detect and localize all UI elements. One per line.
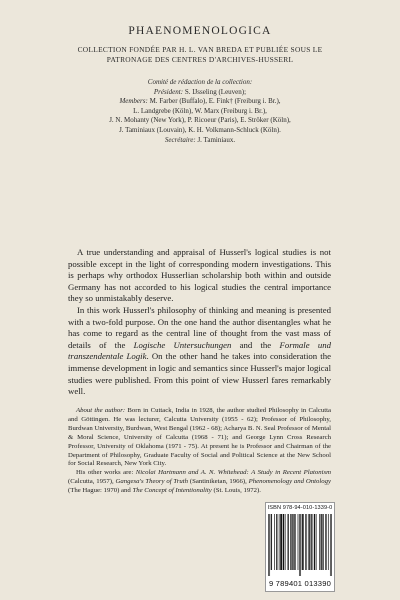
collection-statement bbox=[70, 45, 330, 64]
barcode-bar bbox=[308, 514, 309, 570]
isbn-text: ISBN 978-94-010-1339-0 bbox=[267, 505, 333, 511]
about-paragraph-2 bbox=[68, 469, 331, 496]
barcode-bar bbox=[271, 514, 272, 570]
barcode-bar bbox=[316, 514, 317, 570]
barcode-bar bbox=[288, 514, 289, 570]
barcode-bar bbox=[290, 514, 291, 570]
barcode-bar bbox=[314, 514, 315, 570]
committee-president bbox=[60, 88, 340, 98]
barcode-bar bbox=[309, 514, 310, 570]
president-label: Président: bbox=[153, 87, 184, 96]
barcode-bar bbox=[325, 514, 326, 570]
about-p2-text-a: His other works are: bbox=[76, 469, 136, 477]
book-blurb bbox=[68, 247, 331, 398]
series-title: PHAENOMENOLOGICA bbox=[128, 25, 272, 37]
barcode-bar bbox=[292, 514, 293, 570]
barcode-bar bbox=[326, 514, 327, 570]
barcode-bar bbox=[330, 514, 331, 576]
barcode-bar bbox=[328, 514, 329, 570]
barcode-bar bbox=[283, 514, 284, 570]
blurb-title-formale: Formale und transzendentale Logik bbox=[68, 339, 331, 362]
barcode-bar bbox=[294, 514, 295, 570]
work-title-gangesa: Gangesa's Theory of Truth bbox=[115, 478, 189, 486]
barcode-bar bbox=[269, 514, 270, 576]
barcode-bar bbox=[288, 514, 289, 570]
committee-heading: Comité de rédaction de la collection: bbox=[147, 78, 253, 86]
about-p2-text-d: (The Hague: 1970) and bbox=[68, 487, 133, 495]
barcode-bar bbox=[279, 514, 280, 570]
editorial-committee bbox=[60, 78, 340, 145]
barcode-bar bbox=[285, 514, 286, 570]
barcode-bar bbox=[274, 514, 275, 570]
barcode-bar bbox=[271, 514, 272, 570]
committee-members-3: J. N. Mohanty (New York), P. Ricoeur (Paris), E. Ströker (Köln), bbox=[109, 116, 291, 125]
barcode-bar bbox=[311, 514, 312, 570]
president-name: S. IJsseling (Leuven); bbox=[184, 87, 247, 96]
barcode-bar bbox=[310, 514, 311, 570]
barcode-bar bbox=[303, 514, 304, 570]
barcode-bar bbox=[281, 514, 282, 570]
about-p2-text-b: (Calcutta, 1957), bbox=[68, 478, 116, 486]
work-title-hartmann: Nicolai Hartmann and A. N. Whitehead: A Study in Recent Platonism bbox=[135, 469, 331, 477]
barcode-bar bbox=[298, 514, 299, 570]
barcode-bar bbox=[276, 514, 277, 570]
barcode-bar bbox=[312, 514, 313, 570]
barcode-bar bbox=[283, 514, 284, 570]
blurb-p2-text-a: In this work Husserl's philosophy of thinking and meaning is presented with a two-fold purpose. On the one hand the author disentangles what he has come to regard as the central line of thought from the vast mass of details of the bbox=[68, 304, 331, 350]
barcode-bar bbox=[331, 514, 332, 576]
barcode-bar bbox=[302, 514, 303, 570]
barcode-bar bbox=[302, 514, 303, 570]
about-paragraph-1 bbox=[68, 407, 331, 469]
collection-line-2: PATRONAGE DES CENTRES D'ARCHIVES-HUSSERL bbox=[106, 54, 294, 64]
barcode-bar bbox=[322, 514, 323, 570]
barcode-bar bbox=[280, 514, 281, 570]
committee-secretary bbox=[60, 136, 340, 146]
barcode-icon bbox=[268, 514, 332, 576]
secretary-name: J. Taminiaux. bbox=[197, 135, 236, 144]
collection-line-1: COLLECTION FONDÉE PAR H. L. VAN BREDA ET PUBLIÉE SOUS LE bbox=[77, 45, 323, 54]
blurb-p2-text-b: and the bbox=[231, 339, 280, 350]
barcode-bar bbox=[306, 514, 307, 570]
barcode-bar bbox=[268, 514, 269, 576]
work-title-phenomenology: Phenomenology and Ontology bbox=[248, 478, 331, 486]
barcode-bar bbox=[291, 514, 292, 570]
about-the-author bbox=[68, 407, 331, 496]
committee-members-2: L. Landgrebe (Köln), W. Marx (Freiburg i. Br.), bbox=[133, 106, 267, 115]
committee-members-4: J. Taminiaux (Louvain), K. H. Volkmann-Schluck (Köln). bbox=[119, 125, 281, 134]
barcode-bar bbox=[305, 514, 306, 570]
barcode-bar bbox=[295, 514, 296, 570]
barcode-bar bbox=[319, 514, 320, 570]
blurb-paragraph-2 bbox=[68, 305, 331, 398]
committee-members-1 bbox=[60, 97, 340, 107]
about-p2-text-e: (St. Louis, 1972). bbox=[211, 487, 261, 495]
blurb-p2-text-c: . On the other hand he takes into consideration the immense development in logic and semantics since Husserl's major logical studies were published. From this point of view Husserl fares remarkably well. bbox=[68, 351, 331, 397]
about-label: About the author: bbox=[76, 407, 126, 414]
about-p1-text: Born in Cuttack, India in 1928, the author studied Philosophy in Calcutta and Göttingen. He was lecturer, Calcutta University (1955 - 62); Professor of Philosophy, Burdwan University, Burdwan, West Bengal (1962 - 68); Acharya B. N. Seal Professor of Mental & Moral Science, University of Calcutta (1968 - 71); and George Lynn Cross Research Professor, University of Oklahoma (1971 - 75). At present he is Professor and Chairman of the Department of Philosophy, Graduate Faculty of Social and Political Science at the New School for Social Research, New York City. bbox=[68, 407, 331, 468]
barcode-bar bbox=[277, 514, 278, 570]
blurb-paragraph-1: A true understanding and appraisal of Husserl's logical studies is not possible except in the light of corresponding modern investigations. This is perhaps why orthodox Husserlian scholarship both within and outside Germany has not accorded to his logical studies the central importance they so unmistakably deserve. bbox=[68, 247, 331, 304]
about-p2-text-c: (Santiniketan, 1966), bbox=[188, 478, 249, 486]
isbn-barcode-box bbox=[265, 502, 335, 592]
barcode-bar bbox=[314, 514, 315, 570]
barcode-bar bbox=[321, 514, 322, 570]
blurb-title-logische: Logische Untersuchungen bbox=[133, 339, 232, 350]
secretary-label: Secrétaire: bbox=[164, 135, 196, 144]
barcode-bar bbox=[299, 514, 300, 576]
members-line-1: M. Farber (Buffalo), E. Fink† (Freiburg i. Br.), bbox=[149, 97, 281, 106]
work-title-intentionality: The Concept of Intentionality bbox=[132, 487, 212, 495]
members-label: Members: bbox=[119, 97, 148, 106]
barcode-digits: 9 789401 013390 bbox=[268, 579, 332, 588]
barcode-bar bbox=[321, 514, 322, 570]
barcode-bar bbox=[323, 514, 324, 570]
barcode-bar bbox=[281, 514, 282, 570]
barcode-bar bbox=[293, 514, 294, 570]
barcode-bar bbox=[300, 514, 301, 576]
